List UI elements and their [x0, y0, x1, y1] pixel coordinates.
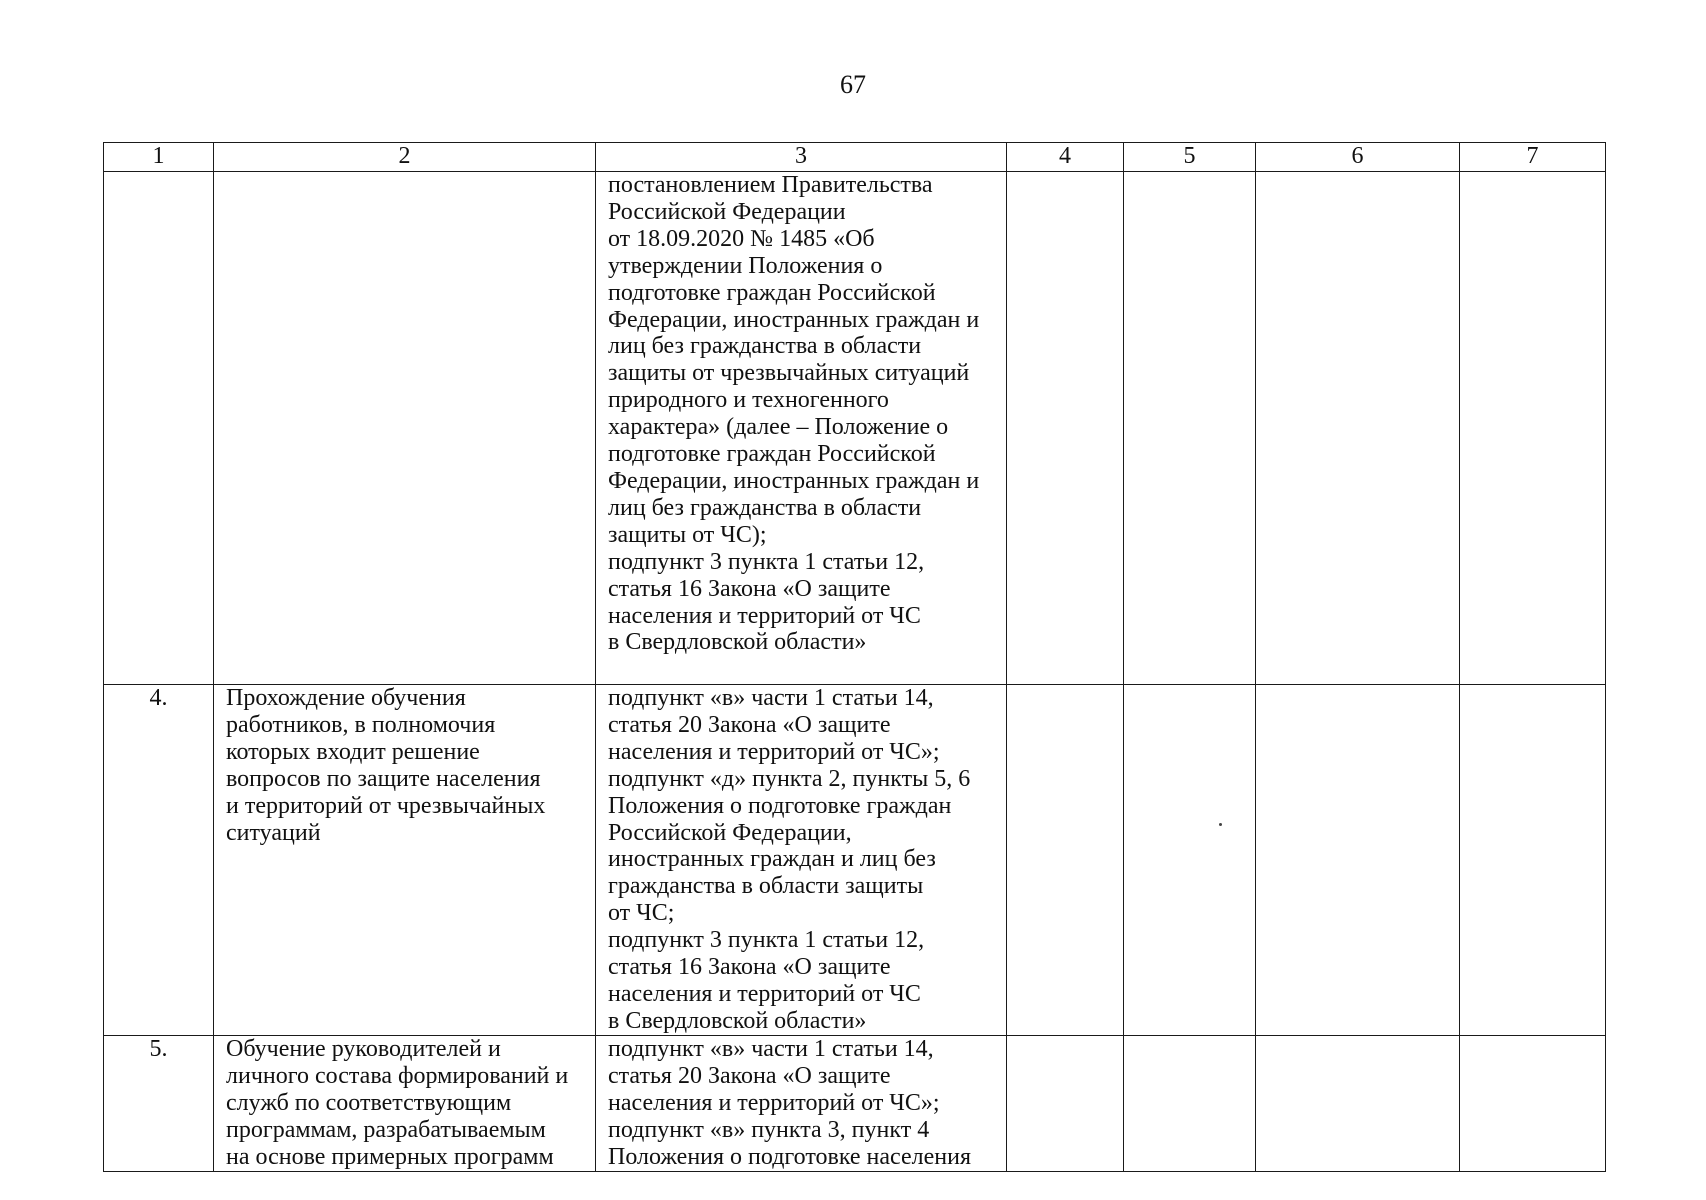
row-number-cell	[104, 172, 214, 685]
legal-basis-line: подпункт «в» части 1 статьи 14,	[608, 1036, 934, 1062]
legal-basis-line: характера» (далее – Положение о	[608, 414, 949, 441]
legal-basis-line: постановлением Правительства	[608, 172, 933, 198]
empty-cell-col7	[1460, 685, 1606, 1036]
activity-line: ситуаций	[226, 819, 321, 846]
legal-basis-line: статья 20 Закона «О защите	[608, 1062, 891, 1089]
legal-basis-line: населения и территорий от ЧС»;	[608, 738, 940, 765]
activity-line: вопросов по защите населения	[226, 765, 541, 792]
legal-basis-line: населения и территорий от ЧС	[608, 602, 921, 629]
legal-basis-line: подпункт 3 пункта 1 статьи 12,	[608, 927, 925, 954]
legal-basis-line: иностранных граждан и лиц без	[608, 846, 936, 873]
legal-basis-line: Российской Федерации,	[608, 819, 852, 846]
legal-basis-line: от 18.09.2020 № 1485 «Об	[608, 225, 875, 252]
activity-line: и территорий от чрезвычайных	[226, 792, 546, 819]
empty-cell-col4	[1007, 172, 1124, 685]
activity-cell	[214, 685, 596, 1036]
legal-basis-line: утверждении Положения о	[608, 252, 883, 279]
legal-basis-line: в Свердловской области»	[608, 1007, 867, 1034]
legal-basis-line: Положения о подготовке граждан	[608, 792, 952, 819]
legal-basis-line: статья 20 Закона «О защите	[608, 711, 891, 738]
empty-cell-col5	[1124, 172, 1256, 685]
legal-basis-line: статья 16 Закона «О защите	[608, 954, 891, 981]
legal-basis-line: Российской Федерации	[608, 198, 846, 225]
row-number-cell: 4.	[104, 685, 214, 1036]
column-header-1: 1	[104, 143, 214, 172]
legal-basis-line: природного и техногенного	[608, 387, 889, 414]
legal-basis-line: защиты от чрезвычайных ситуаций	[608, 360, 970, 387]
legal-basis-cell	[596, 172, 1007, 685]
activity-line: служб по соответствующим	[226, 1089, 512, 1116]
legal-basis-line: подготовке граждан Российской	[608, 441, 936, 468]
legal-basis-line: населения и территорий от ЧС	[608, 980, 921, 1007]
activity-cell	[214, 172, 596, 685]
legal-basis-line: Федерации, иностранных граждан и	[608, 306, 980, 333]
legal-basis-cell	[596, 1036, 1007, 1172]
table-row-5	[104, 1036, 1606, 1172]
requirements-table	[103, 142, 1606, 1172]
empty-cell-col5	[1124, 1036, 1256, 1172]
legal-basis-line: подпункт «в» части 1 статьи 14,	[608, 685, 934, 711]
empty-cell-col5	[1124, 685, 1256, 1036]
column-header-4: 4	[1007, 143, 1124, 172]
activity-line: работников, в полномочия	[226, 711, 496, 738]
scan-speck	[1219, 823, 1222, 826]
activity-line: на основе примерных программ	[226, 1143, 554, 1170]
column-header-7: 7	[1460, 143, 1606, 172]
empty-cell-col7	[1460, 1036, 1606, 1172]
legal-basis-cell	[596, 685, 1007, 1036]
page-number: 67	[840, 70, 866, 99]
legal-basis-line: от ЧС;	[608, 900, 675, 927]
legal-basis-line: населения и территорий от ЧС»;	[608, 1089, 940, 1116]
legal-basis-line: лиц без гражданства в области	[608, 333, 922, 360]
activity-line: личного состава формирований и	[226, 1062, 569, 1089]
column-number-row	[104, 143, 1606, 172]
row-number-cell: 5.	[104, 1036, 214, 1172]
column-header-2: 2	[214, 143, 596, 172]
empty-cell-col6	[1256, 685, 1460, 1036]
legal-basis-line: лиц без гражданства в области	[608, 494, 922, 521]
empty-cell-col6	[1256, 172, 1460, 685]
empty-cell-col4	[1007, 1036, 1124, 1172]
legal-basis-line: подпункт «д» пункта 2, пункты 5, 6	[608, 765, 971, 792]
legal-basis-line: подготовке граждан Российской	[608, 279, 936, 306]
legal-basis-line: подпункт 3 пункта 1 статьи 12,	[608, 548, 925, 575]
table-row-4	[104, 685, 1606, 1036]
activity-line: которых входит решение	[226, 738, 480, 765]
table-row-continued	[104, 172, 1606, 685]
legal-basis-line: Положения о подготовке населения	[608, 1143, 971, 1170]
activity-line: Обучение руководителей и	[226, 1036, 501, 1062]
activity-line: программам, разрабатываемым	[226, 1116, 546, 1143]
legal-basis-line: Федерации, иностранных граждан и	[608, 467, 980, 494]
empty-cell-col7	[1460, 172, 1606, 685]
empty-cell-col4	[1007, 685, 1124, 1036]
legal-basis-line: в Свердловской области»	[608, 629, 867, 656]
legal-basis-line: подпункт «в» пункта 3, пункт 4	[608, 1116, 930, 1143]
empty-cell-col6	[1256, 1036, 1460, 1172]
activity-line: Прохождение обучения	[226, 685, 466, 711]
legal-basis-line: гражданства в области защиты	[608, 873, 924, 900]
column-header-3: 3	[596, 143, 1007, 172]
column-header-6: 6	[1256, 143, 1460, 172]
legal-basis-line: защиты от ЧС);	[608, 521, 767, 548]
legal-basis-line: статья 16 Закона «О защите	[608, 575, 891, 602]
column-header-5: 5	[1124, 143, 1256, 172]
activity-cell	[214, 1036, 596, 1172]
